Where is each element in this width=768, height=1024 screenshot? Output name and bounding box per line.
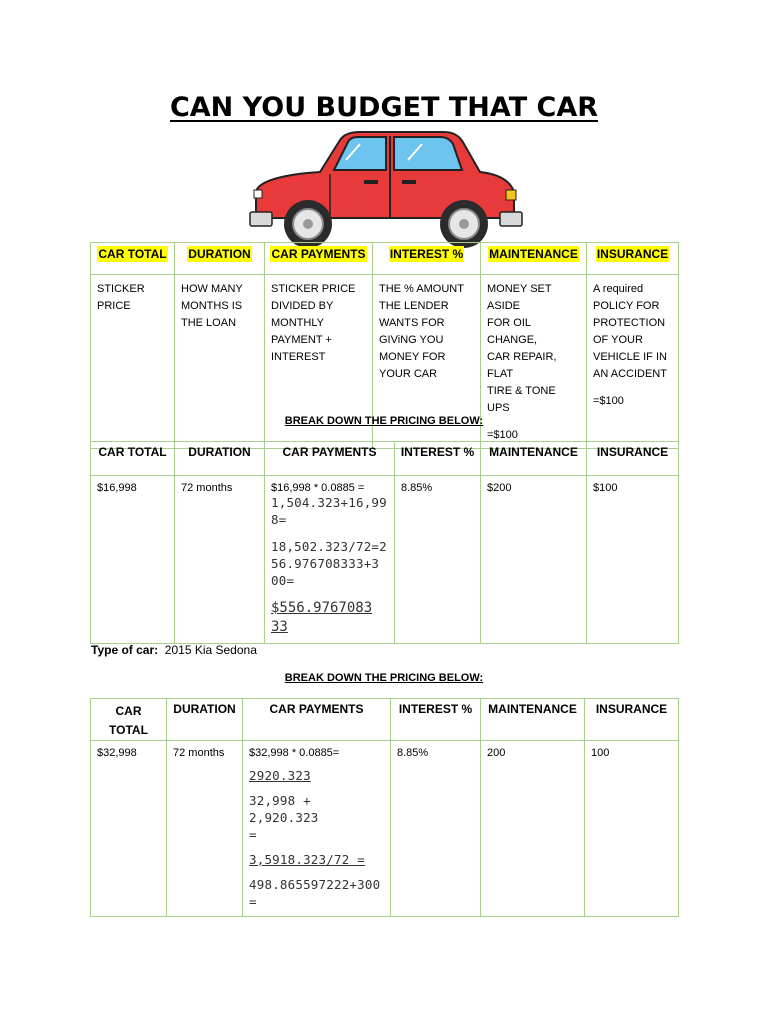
desc-interest: THE % AMOUNT THE LENDER WANTS FOR GIViNG YOU MONEY FOR YOUR CAR	[373, 275, 481, 449]
desc-maintenance: MONEY SET ASIDE FOR OIL CHANGE, CAR REPAIR, FLAT TIRE & TONE UPS =$100	[481, 275, 587, 449]
desc-car-total: STICKER PRICE	[91, 275, 175, 449]
desc-duration: HOW MANY MONTHS IS THE LOAN	[175, 275, 265, 449]
header-maintenance: MAINTENANCE	[481, 442, 587, 476]
header-car-payments: CAR PAYMENTS	[243, 699, 391, 741]
interest-value: 8.85%	[391, 741, 481, 917]
insurance-value: $100	[587, 476, 679, 644]
header-car-payments: CAR PAYMENTS	[265, 243, 373, 275]
desc-insurance: A required POLICY FOR PROTECTION OF YOUR VEHICLE IF IN AN ACCIDENT =$100	[587, 275, 679, 449]
duration-value: 72 months	[167, 741, 243, 917]
header-insurance: INSURANCE	[587, 243, 679, 275]
header-duration: DURATION	[175, 243, 265, 275]
header-maintenance: MAINTENANCE	[481, 243, 587, 275]
interest-value: 8.85%	[395, 476, 481, 644]
header-car-total: CAR TOTAL	[91, 243, 175, 275]
breakdown-label-1: BREAK DOWN THE PRICING BELOW:	[284, 415, 484, 427]
car-payments-calculation: $32,998 * 0.0885= 2920.323 32,998 + 2,920.323 = 3,5918.323/72 = 498.865597222+300 =	[243, 741, 391, 917]
header-car-total: CAR TOTAL	[91, 699, 167, 741]
breakdown-table-1	[90, 441, 679, 644]
desc-car-payments: STICKER PRICE DIVIDED BY MONTHLY PAYMENT + INTEREST	[265, 275, 373, 449]
header-insurance: INSURANCE	[585, 699, 679, 741]
red-car-illustration	[248, 130, 524, 250]
maintenance-value: 200	[481, 741, 585, 917]
header-duration: DURATION	[175, 442, 265, 476]
header-car-total: CAR TOTAL	[91, 442, 175, 476]
car-total-value: $32,998	[91, 741, 167, 917]
header-car-payments: CAR PAYMENTS	[265, 442, 395, 476]
insurance-value: 100	[585, 741, 679, 917]
page-title: CAN YOU BUDGET THAT CAR	[169, 92, 599, 123]
header-interest: INTEREST %	[391, 699, 481, 741]
header-duration: DURATION	[167, 699, 243, 741]
maintenance-value: $200	[481, 476, 587, 644]
header-interest: INTEREST %	[373, 243, 481, 275]
header-insurance: INSURANCE	[587, 442, 679, 476]
car-payments-calculation: $16,998 * 0.0885 = 1,504.323+16,99 8= 18,502.323/72=2 56.976708333+3 00= $556.9767083 33	[265, 476, 395, 644]
breakdown-table-2	[90, 698, 679, 917]
breakdown-label-2: BREAK DOWN THE PRICING BELOW:	[284, 672, 484, 684]
header-interest: INTEREST %	[395, 442, 481, 476]
type-of-car: Type of car: 2015 Kia Sedona	[91, 643, 257, 657]
duration-value: 72 months	[175, 476, 265, 644]
car-total-value: $16,998	[91, 476, 175, 644]
header-maintenance: MAINTENANCE	[481, 699, 585, 741]
